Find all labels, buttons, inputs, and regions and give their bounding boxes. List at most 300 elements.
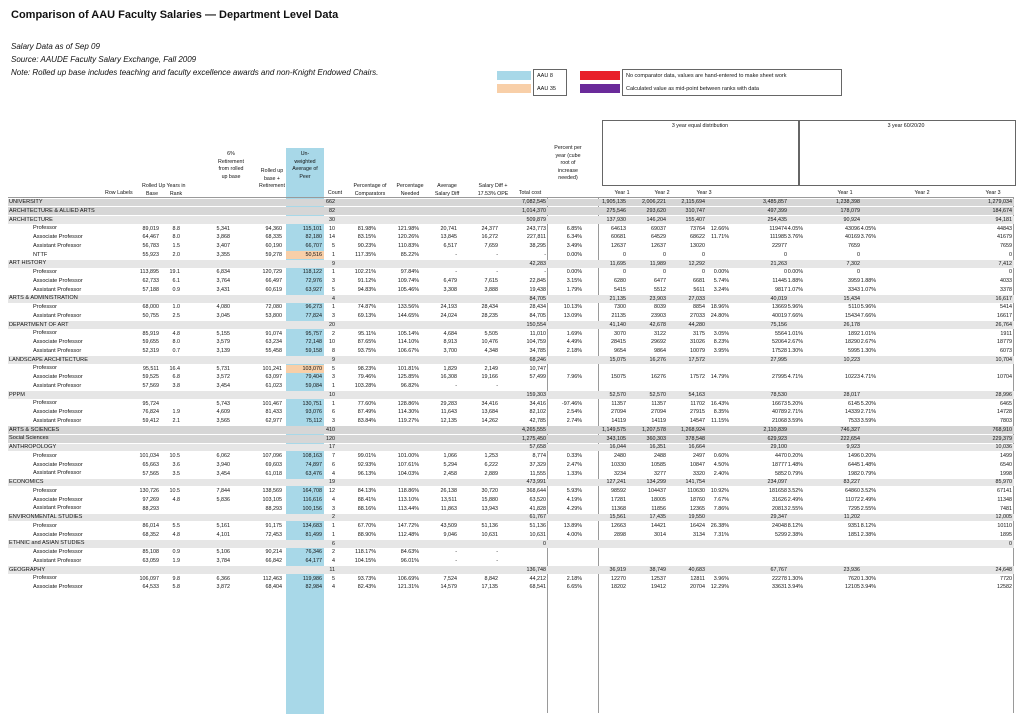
cell-by3: 28,996 [995, 391, 1012, 398]
cell-y1: 15,561 [609, 514, 626, 521]
cell-yrs: 1.9 [172, 409, 180, 416]
cell-by2: 1496 [848, 453, 860, 460]
cell-pc: 98.23% [357, 365, 376, 372]
cell-base: 59,655 [142, 339, 159, 346]
cell-by3: 229,379 [992, 435, 1012, 442]
cell-base: 65,663 [142, 461, 159, 468]
cell-count: 5 [332, 243, 335, 250]
cell-by1: 21,263 [770, 260, 787, 267]
cell-by3: 24,648 [995, 566, 1012, 573]
legend-swatch-aau35 [497, 84, 531, 93]
cell-peer: 79,404 [305, 374, 322, 381]
cell-by3: 0 [1009, 540, 1012, 547]
cell-by3: 4033 [1000, 278, 1012, 285]
cell-count: 10 [329, 391, 335, 398]
cell-y2: 16,351 [649, 444, 666, 451]
cell-ope: 13,943 [481, 505, 498, 512]
cell-count: 4 [332, 295, 335, 302]
cell-y1: 18202 [611, 584, 626, 591]
cell-y3: 13020 [690, 243, 705, 250]
cell-pn: 85.22% [400, 251, 419, 258]
section-label: ART HISTORY [9, 260, 47, 267]
cell-y3: 20704 [690, 584, 705, 591]
cell-asd: 9,046 [443, 531, 457, 538]
cell-count: 19 [329, 479, 335, 486]
cell-ope: 10,631 [481, 531, 498, 538]
cell-pc: 82.43% [357, 584, 376, 591]
cell-by1: 40,019 [770, 295, 787, 302]
cell-by2: 5110 [848, 304, 860, 311]
cell-count: 4 [332, 470, 335, 477]
cell-y1: 11368 [611, 505, 626, 512]
group-header-602020: 3 year 60/20/20 [887, 123, 925, 129]
cell-asd: 8,913 [443, 339, 457, 346]
cell-by1: 16673 [772, 400, 787, 407]
rank-label: Professor [33, 400, 57, 407]
cell-rup: 120,729 [262, 269, 282, 276]
cell-y2: 23903 [651, 313, 666, 320]
cell-by1: 29,100 [770, 444, 787, 451]
cell-by3: 67141 [997, 488, 1012, 495]
subtitle-source: Source: AAUDE Faculty Salary Exchange, Fall 2009 [11, 55, 197, 64]
cell-ret: 3,139 [216, 348, 230, 355]
department-band [8, 321, 1014, 329]
cell-ope: 15,880 [481, 496, 498, 503]
cell-by1: 40789 [772, 409, 787, 416]
cell-pn: 119.27% [398, 418, 419, 425]
cell-pn: 128.86% [397, 400, 419, 407]
cell-count: 17 [329, 444, 335, 451]
cell-y3: 44,280 [688, 321, 705, 328]
cell-pn: 97.84% [400, 269, 419, 276]
cell-y2: 3277 [654, 470, 666, 477]
cell-by2: 9351 [848, 523, 860, 530]
cell-p3: 4.71% [860, 374, 876, 381]
cell-pn: 106.69% [397, 575, 419, 582]
cell-by1: 5852 [775, 470, 787, 477]
cell-y2: 146,204 [646, 216, 666, 223]
cell-count: 11 [329, 566, 335, 573]
cell-rup: 60,190 [265, 243, 282, 250]
cell-ppy: 4.49% [566, 339, 582, 346]
cell-p2: 1.88% [787, 278, 803, 285]
cell-ppy: 2.54% [566, 409, 582, 416]
column-header-year3: Year 3 [696, 190, 712, 196]
cell-p1: 7.67% [713, 496, 729, 503]
cell-ret: 5,731 [216, 365, 230, 372]
cell-by3: 26,764 [995, 321, 1012, 328]
cell-rup: 55,458 [265, 348, 282, 355]
cell-ppy: 4.19% [566, 496, 582, 503]
cell-base: 68,000 [142, 304, 159, 311]
department-band [8, 356, 1014, 364]
cell-p3: 1.88% [860, 278, 876, 285]
cell-total: 136,748 [526, 566, 546, 573]
cell-count: 6 [332, 461, 335, 468]
cell-peer: 108,163 [302, 453, 322, 460]
cell-y3: 155,407 [685, 216, 705, 223]
rank-label: Associate Professor [33, 461, 83, 468]
rank-label: Assistant Professor [33, 242, 82, 249]
cell-pc: 88.41% [357, 496, 376, 503]
section-label: GEOGRAPHY [9, 566, 46, 573]
cell-y2: 23,903 [649, 295, 666, 302]
cell-asd: 26,138 [440, 488, 457, 495]
cell-base: 88,293 [142, 505, 159, 512]
cell-peer: 116,616 [302, 496, 322, 503]
cell-count: 1 [332, 400, 335, 407]
cell-by2: 3959 [848, 278, 860, 285]
cell-p2: 2.49% [787, 496, 803, 503]
cell-y1: 5415 [614, 286, 626, 293]
cell-by1: 33631 [772, 584, 787, 591]
cell-p1: 7.31% [713, 531, 729, 538]
cell-base: 89,019 [142, 225, 159, 232]
cell-y3: 310,747 [685, 208, 705, 215]
cell-ope: - [496, 558, 498, 565]
cell-rup: 60,619 [265, 286, 282, 293]
cell-by1: 22278 [772, 575, 787, 582]
cell-pn: 106.67% [397, 348, 419, 355]
cell-base: 64,533 [142, 584, 159, 591]
cell-ope: 51,136 [481, 523, 498, 530]
cell-ppy: 1.69% [566, 330, 582, 337]
cell-y3: 73764 [690, 225, 705, 232]
cell-pn: 147.72% [397, 523, 419, 530]
cell-peer: 59,084 [305, 383, 322, 390]
cell-rup: 66,842 [265, 558, 282, 565]
cell-pc: 92.93% [357, 461, 376, 468]
cell-pn: 105.14% [397, 330, 419, 337]
cell-ret: 3,431 [216, 286, 230, 293]
cell-p3: 1.07% [860, 286, 876, 293]
cell-by1: 254,435 [767, 216, 787, 223]
cell-pc: 87.49% [357, 409, 376, 416]
cell-asd: - [455, 558, 457, 565]
cell-pn: 118.86% [398, 488, 419, 495]
cell-by3: 1895 [1000, 531, 1012, 538]
cell-yrs: 1.0 [172, 304, 180, 311]
cell-count: 8 [332, 348, 335, 355]
cell-rup: 53,800 [265, 313, 282, 320]
cell-by3: 7659 [1000, 243, 1012, 250]
cell-by1: 11445 [772, 278, 787, 285]
cell-yrs: 0.9 [172, 286, 180, 293]
cell-y1: 1,905,135 [602, 199, 626, 206]
column-header-b-year1: Year 1 [837, 190, 853, 196]
cell-y3: 54,163 [688, 391, 705, 398]
cell-ret: 3,940 [216, 461, 230, 468]
cell-y3: 5611 [693, 286, 705, 293]
cell-total: 509,879 [526, 216, 546, 223]
section-label: PPPM [9, 391, 25, 398]
cell-total: 1,275,450 [522, 435, 546, 442]
cell-y2: 104437 [648, 488, 666, 495]
cell-ppy: 1.79% [566, 286, 582, 293]
cell-y2: 27094 [651, 409, 666, 416]
cell-count: 7 [332, 453, 335, 460]
department-band [8, 260, 1014, 268]
cell-p3: 2.71% [860, 409, 876, 416]
column-header-unweighted: Un- weighted Average of Peer [292, 151, 318, 180]
section-label: ETHNIC and ASIAN STUDIES [9, 540, 85, 547]
cell-rup: 90,214 [265, 549, 282, 556]
legend-label-aau35: AAU 35 [537, 86, 556, 92]
cell-ope: 10,476 [481, 339, 498, 346]
cell-total: 41,828 [529, 505, 546, 512]
cell-y1: 6280 [614, 278, 626, 285]
cell-asd: 6,517 [443, 243, 457, 250]
college-band [8, 426, 1014, 434]
cell-peer: 77,824 [305, 313, 322, 320]
rank-label: Associate Professor [33, 409, 83, 416]
column-header-avg-salary-diff: Average Salary Diff [434, 183, 460, 197]
cell-base: 85,919 [142, 330, 159, 337]
cell-count: 1 [332, 251, 335, 258]
cell-rup: 112,463 [262, 575, 282, 582]
cell-base: 113,895 [139, 269, 159, 276]
cell-p2: 0.20% [787, 453, 803, 460]
cell-asd: 4,684 [443, 330, 457, 337]
cell-yrs: 10.5 [169, 453, 180, 460]
cell-by1: 20813 [772, 505, 787, 512]
cell-count: 9 [332, 260, 335, 267]
cell-ope: - [496, 549, 498, 556]
cell-count: 1 [332, 531, 335, 538]
cell-rup: 61,023 [265, 383, 282, 390]
rank-label: Associate Professor [33, 374, 83, 381]
cell-p2: 2.55% [787, 505, 803, 512]
cell-y1: 17281 [611, 496, 626, 503]
cell-asd: 13,511 [440, 496, 457, 503]
cell-p3: 0.20% [860, 453, 876, 460]
cell-p2: 8.12% [787, 523, 803, 530]
cell-yrs: 6.8 [172, 374, 180, 381]
cell-by3: 6465 [1000, 400, 1012, 407]
cell-ope: 13,684 [481, 409, 498, 416]
cell-ret: 6,366 [216, 575, 230, 582]
cell-y2: 19412 [651, 584, 666, 591]
cell-ret: 3,764 [216, 278, 230, 285]
cell-ope: 5,505 [484, 330, 498, 337]
cell-ope: 17,135 [481, 584, 498, 591]
cell-y1: 60681 [611, 234, 626, 241]
cell-peer: 96,273 [305, 304, 322, 311]
cell-count: 410 [326, 426, 335, 433]
cell-y1: 3070 [614, 330, 626, 337]
cell-total: 0 [543, 540, 546, 547]
cell-y3: 17572 [690, 374, 705, 381]
column-separator [598, 198, 599, 713]
cell-by3: 1,279,034 [988, 199, 1012, 206]
cell-y2: 12637 [651, 243, 666, 250]
cell-pc: 83.84% [357, 418, 376, 425]
cell-ppy: 5.93% [566, 488, 582, 495]
cell-ret: 3,784 [216, 558, 230, 565]
cell-base: 86,014 [142, 523, 159, 530]
cell-rup: 103,105 [262, 496, 282, 503]
cell-yrs: 16.4 [169, 365, 180, 372]
cell-pn: 96.01% [400, 558, 419, 565]
cell-p2: 2.67% [787, 339, 803, 346]
cell-p3: 4.05% [860, 225, 876, 232]
cell-p3: 0.79% [860, 470, 876, 477]
cell-y2: 14421 [651, 523, 666, 530]
cell-base: 57,565 [142, 470, 159, 477]
cell-total: 19,438 [529, 286, 546, 293]
department-band [8, 216, 1014, 224]
cell-ppy: 13.89% [563, 523, 582, 530]
cell-count: 4 [332, 496, 335, 503]
cell-by1: 75,156 [770, 321, 787, 328]
cell-total: 84,705 [529, 295, 546, 302]
cell-y2: 0 [663, 269, 666, 276]
cell-rup: 68,335 [265, 234, 282, 241]
rank-label: Professor [33, 575, 57, 582]
cell-total: 368,644 [526, 488, 546, 495]
cell-y3: 8854 [693, 304, 705, 311]
cell-base: 64,467 [142, 234, 159, 241]
cell-y2: 11856 [651, 505, 666, 512]
cell-ppy: 0.33% [566, 453, 582, 460]
cell-total: 68,541 [529, 584, 546, 591]
cell-y3: 3134 [693, 531, 705, 538]
cell-y2: 52,570 [649, 391, 666, 398]
cell-y2: 8039 [654, 304, 666, 311]
cell-asd: 43,509 [440, 523, 457, 530]
cell-peer: 66,707 [305, 243, 322, 250]
cell-pc: 84.13% [357, 488, 376, 495]
cell-pn: 112.48% [398, 531, 419, 538]
cell-y1: 0 [623, 251, 626, 258]
cell-peer: 82,180 [305, 234, 322, 241]
cell-by3: 44843 [997, 225, 1012, 232]
column-separator [547, 198, 548, 713]
cell-by3: 184,674 [992, 208, 1012, 215]
cell-yrs: 2.1 [172, 418, 180, 425]
department-band [8, 444, 1014, 452]
cell-total: 57,658 [529, 444, 546, 451]
cell-p3: 1.30% [860, 348, 876, 355]
cell-total: 63,520 [529, 496, 546, 503]
rank-label: Professor [33, 225, 57, 232]
cell-by3: 14728 [997, 409, 1012, 416]
cell-p2: 0.79% [787, 470, 803, 477]
cell-peer: 130,751 [302, 400, 322, 407]
cell-y2: 10585 [651, 461, 666, 468]
cell-pn: 121.98% [397, 225, 419, 232]
cell-p3: 8.12% [860, 523, 876, 530]
cell-y1: 2480 [614, 453, 626, 460]
cell-ppy: 1.33% [566, 470, 582, 477]
cell-y3: 12,292 [688, 260, 705, 267]
college-band [8, 207, 1014, 215]
cell-y2: 5512 [654, 286, 666, 293]
cell-count: 120 [326, 435, 335, 442]
cell-peer: 75,112 [305, 418, 322, 425]
cell-ppy: 13.09% [563, 313, 582, 320]
cell-y1: 28415 [611, 339, 626, 346]
cell-asd: - [455, 549, 457, 556]
cell-p1: 5.74% [713, 278, 729, 285]
legend-swatch-aau8 [497, 71, 531, 80]
cell-p2: 2.71% [787, 409, 803, 416]
cell-ope: 8,842 [484, 575, 498, 582]
cell-pc: 93.75% [357, 348, 376, 355]
cell-ppy: 6.65% [566, 584, 582, 591]
cell-pn: 107.61% [397, 461, 419, 468]
cell-peer: 100,156 [302, 505, 322, 512]
cell-pn: 121.31% [397, 584, 419, 591]
cell-by1: 27,995 [770, 356, 787, 363]
cell-by2: 64860 [845, 488, 860, 495]
cell-p2: 2.38% [787, 531, 803, 538]
cell-total: 4,265,555 [522, 426, 546, 433]
cell-rup: 101,467 [262, 400, 282, 407]
cell-by3: 11348 [997, 496, 1012, 503]
cell-count: 2 [332, 330, 335, 337]
cell-y2: 12537 [651, 575, 666, 582]
cell-yrs: 6.1 [172, 278, 180, 285]
cell-peer: 134,683 [302, 523, 322, 530]
cell-total: 8,774 [532, 453, 546, 460]
cell-asd: 24,024 [440, 313, 457, 320]
cell-by2: 10,223 [843, 356, 860, 363]
cell-ret: 3,565 [216, 418, 230, 425]
rank-label: NTTF [33, 251, 48, 258]
cell-count: 12 [329, 488, 335, 495]
column-header-row-labels: Row Labels [105, 190, 133, 196]
cell-count: 3 [332, 505, 335, 512]
cell-pn: 114.30% [398, 409, 419, 416]
cell-y2: 1,207,578 [642, 426, 666, 433]
cell-asd: 3,700 [443, 348, 457, 355]
cell-pc: 96.13% [357, 470, 376, 477]
cell-ope: 24,377 [481, 225, 498, 232]
column-header-year2: Year 2 [654, 190, 670, 196]
rank-label: Professor [33, 330, 57, 337]
cell-asd: - [455, 251, 457, 258]
cell-by3: 41679 [997, 234, 1012, 241]
cell-y3: 17,572 [688, 356, 705, 363]
column-header-rolled-up-base: Rolled Up Base [142, 183, 166, 197]
cell-count: 10 [329, 225, 335, 232]
cell-ope: 2,149 [484, 365, 498, 372]
rank-label: Assistant Professor [33, 347, 82, 354]
cell-yrs: 1.5 [172, 243, 180, 250]
cell-total: 11,555 [529, 470, 546, 477]
cell-y3: 11702 [690, 400, 705, 407]
rank-label: Assistant Professor [33, 286, 82, 293]
cell-p3: 2.49% [860, 496, 876, 503]
cell-count: 1 [332, 523, 335, 530]
cell-p1: 11.71% [711, 234, 729, 241]
cell-p3: 1.30% [860, 575, 876, 582]
section-label: ARCHITECTURE & ALLIED ARTS [9, 207, 95, 214]
cell-ope: 30,720 [481, 488, 498, 495]
cell-peer: 103,070 [302, 365, 322, 372]
section-label: ECONOMICS [9, 479, 44, 486]
cell-y3: 6681 [693, 278, 705, 285]
cell-by3: 7481 [1000, 505, 1012, 512]
cell-by3: 10704 [997, 374, 1012, 381]
cell-y1: 11,695 [609, 260, 626, 267]
cell-y3: 2,115,694 [681, 199, 705, 206]
cell-asd: 3,308 [443, 286, 457, 293]
cell-y2: 293,620 [646, 208, 666, 215]
cell-rup: 107,096 [262, 453, 282, 460]
cell-pn: 96.82% [400, 383, 419, 390]
